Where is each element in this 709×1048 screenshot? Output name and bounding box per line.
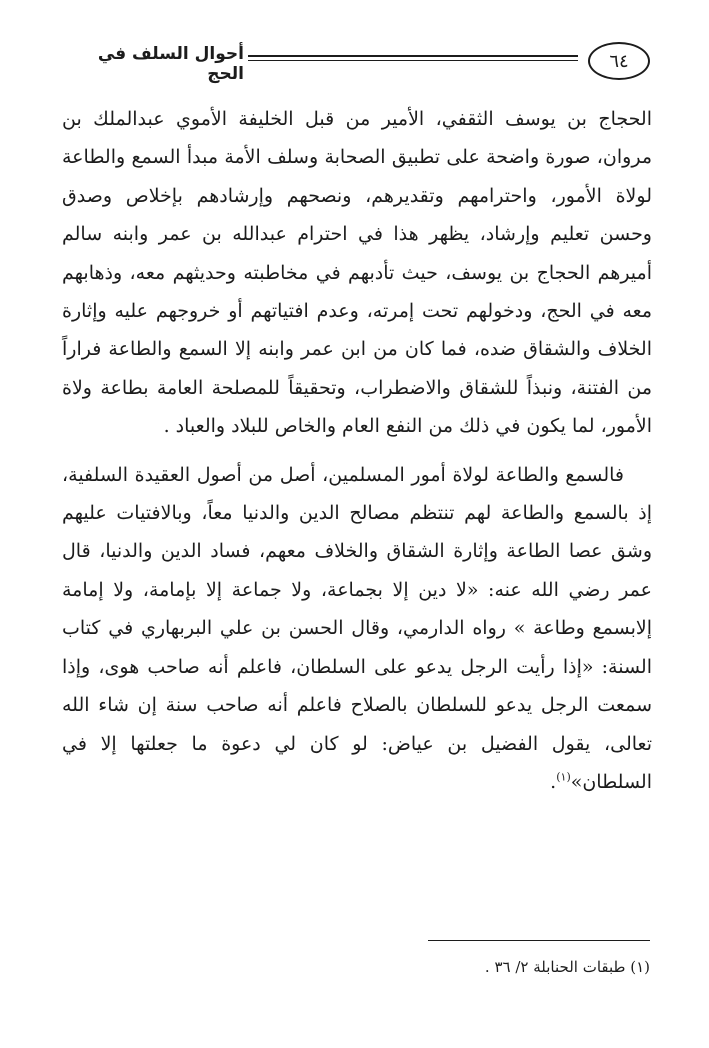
page-header xyxy=(58,38,658,88)
header-double-rule xyxy=(248,55,578,61)
paragraph-1: الحجاج بن يوسف الثقفي، الأمير من قبل الخليفة الأموي عبدالملك بن مروان، صورة واضحة على تطبيق الصحابة وسلف الأمة مبدأ السمع والطاعة لولاة الأمور، واحترامهم وتقديرهم، ونصحهم وإرشادهم بإخلاص وصدق وحسن تعليم وإرشاد، يظهر هذا في احترام عبدالله بن عمر وابنه سالم أميرهم الحجاج بن يوسف، حيث تأدبهم في مخاطبته وحديثهم معه، وذهابهم معه في الحج، ودخولهم تحت إمرته، وعدم افتياتهم أو خروجهم عليه وإثارة الخلاف والشقاق ضده، فما كان من ابن عمر وابنه إلا السمع والطاعة فراراً من الفتنة، ونبذاً للشقاق والاضطراب، وتحقيقاً للمصلحة العامة بطاعة ولاة الأمور، لما يكون في ذلك من النفع العام والخاص للبلاد والعباد . xyxy=(62,108,652,438)
page-number: ٦٤ xyxy=(588,42,650,80)
running-title: أحوال السلف في الحج xyxy=(97,44,244,84)
footnote-separator xyxy=(428,940,650,941)
paragraph-end-mark: . xyxy=(550,770,557,793)
paragraph-2 xyxy=(62,456,652,802)
footnote-1: (١) طبقات الحنابلة ٢/ ٣٦ . xyxy=(484,958,650,976)
main-text xyxy=(62,100,652,801)
paragraph-2-text: فالسمع والطاعة لولاة أمور المسلمين، أصل من أصول العقيدة السلفية، إذ بالسمع والطاعة لهم تنتظم مصالح الدين والدنيا معاً، وبالافتيات عليهم وشق عصا الطاعة وإثارة الشقاق والخلاف معهم، فساد الدين والدنيا، قال عمر رضي الله عنه: «لا دين إلا بجماعة، ولا جماعة إلا بإمامة، ولا إمامة إلابسمع وطاعة » رواه الدارمي، وقال الحسن بن علي البربهاري في كتاب السنة: «إذا رأيت الرجل يدعو على السلطان، فاعلم أنه صاحب هوى، وإذا سمعت الرجل يدعو للسلطان بالصلاح فاعلم أنه صاحب سنة إن شاء الله تعالى، يقول الفضيل بن عياض: لو كان لي دعوة ما جعلتها إلا في السلطان» xyxy=(62,463,652,793)
footnote-reference: (١) xyxy=(556,770,571,784)
